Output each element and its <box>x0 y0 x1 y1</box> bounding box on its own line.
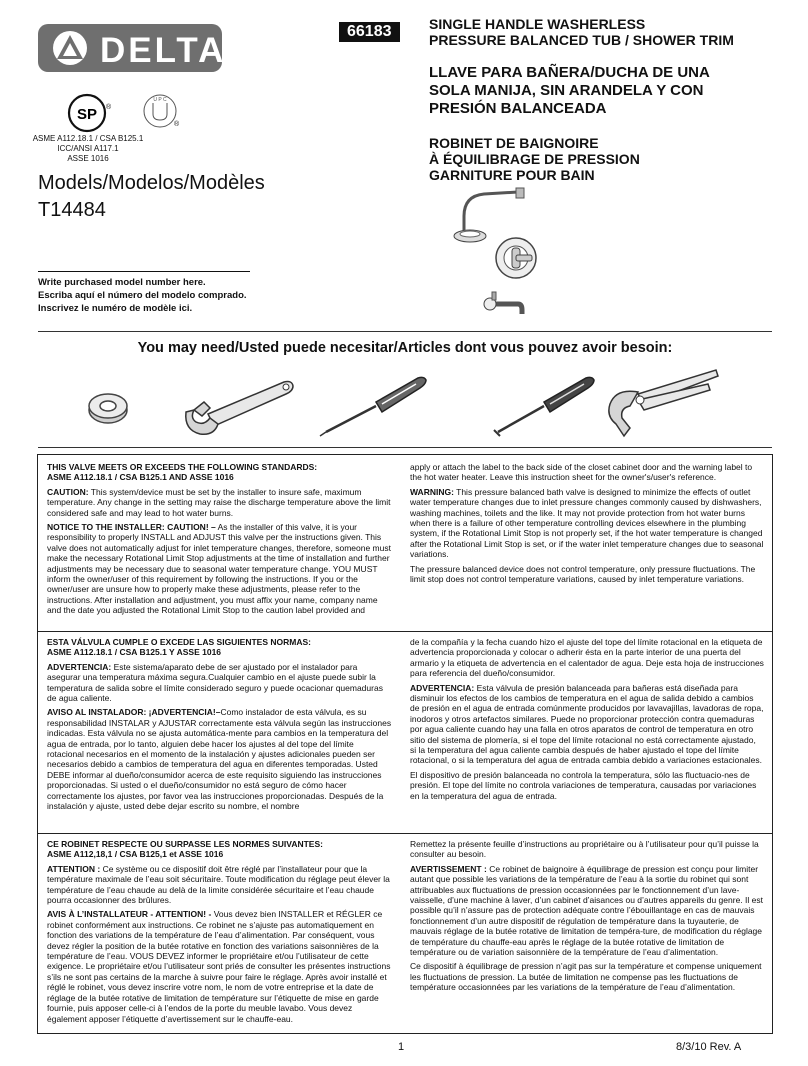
notice-text: As the installer of this valve, it is your responsibility to properly INSTALL and ADJUST this valve per the instructions given. This valve does not automatically adjust for inlet temperature changes, therefore, someone must make the necessary Rotational Limit Stop adjustments at the time of installation and further adjustments may be necessary due to seasonal water temperature change. YOU MUST inform the owner/user of this requirement by following the instructions. If you or the owner/user are unsure how to properly make these adjustments, please refer to the instructions. After installation and adjustment, you must affix your name, company name and the date you adjusted the Rotational Limit Stop to the caution label provided and <box>47 522 391 616</box>
caution-text: This system/device must be set by the installer to insure safe, maximum temperature. Any change in the setting may raise the discharge temperature above the limit considered safe and may lead to hot water burns. <box>47 486 391 518</box>
advertencia-label: ADVERTENCIA: <box>47 661 112 672</box>
english-pressure-note: The pressure balanced device does not control temperature, only pressure fluctuations. The limit stop does not control temperature variations, caused by inlet temperature variations. <box>410 563 756 585</box>
title-english <box>429 16 789 48</box>
spanish-advertencia-2 <box>410 683 764 766</box>
title-spanish <box>429 64 789 118</box>
tools-rule <box>38 447 772 448</box>
title-line: GARNITURE POUR BAIN <box>429 167 595 183</box>
spanish-aviso <box>47 707 392 811</box>
french-heading: CE ROBINET RESPECTE OU SURPASSE LES NORMES SUIVANTES: <box>47 839 323 849</box>
registered-mark: ® <box>106 104 112 111</box>
write-line: Write purchased model number here. <box>38 277 206 288</box>
french-pressure-note: Ce dispositif à équilibrage de pression n’agit pas sur la température et compense uniquement les fluctuations de pression. La butée de limitation ne compense pas les fluctuations de température occasionnées par les variations de la température de l’eau d’alimentation. <box>410 961 762 993</box>
adjustable-wrench-icon <box>180 372 298 438</box>
notice-label: NOTICE TO THE INSTALLER: CAUTION! – <box>47 522 216 533</box>
washer-icon <box>86 388 130 426</box>
advertencia-2-text: Esta válvula de presión balanceada para bañeras está diseñada para disminuir los efectos de los cambios de temperatura en el agua de salida debido a cambios de presión en el agua de entrada comúnmente producidos por lavavajillas, lavadoras de ropa, inodoros y otros artefactos similares. Puede no proporcionar protección contra quemaduras por agua caliente cuando hay una falla en otros aparatos de control de temperatura en otro sitio del sistema de plomería, si el tope del límite rotacional no está correctamente ajustado, si la temperatura del agua caliente cambia después de haber ajustado el tope del límite rotacional, o si la temperatura del agua de entrada cambia debido a variaciones estacionales. <box>410 682 764 766</box>
spanish-label-instructions: de la compañía y la fecha cuando hizo el ajuste del tope del límite rotacional en la etiqueta de advertencia proporcionada y colocar o adherir ésta en la parte interior de una puerta del armario y la etiqueta de advertencia en el calentador de agua. Deje esta hoja de instrucciones para referencia del dueño/consumidor. <box>410 637 764 679</box>
csa-mark-text: SP <box>76 106 98 123</box>
english-right-column <box>410 462 764 588</box>
section-rule <box>38 331 772 332</box>
title-line: SINGLE HANDLE WASHERLESS <box>429 16 646 32</box>
phillips-screwdriver-icon <box>316 372 428 438</box>
page-number: 1 <box>398 1041 405 1053</box>
title-line: À ÉQUILIBRAGE DE PRESSION <box>429 151 640 167</box>
aviso-label: AVISO AL INSTALADOR: ¡ADVERTENCIA!– <box>47 707 221 718</box>
model-code: T14484 <box>38 199 106 221</box>
advertencia-text: Este sistema/aparato debe de ser ajustado por el instalador para asegurar una temperatura máxima segura.Cualquier cambio en el ajuste puede subir la temperatura de salida sobre el límite considerado seguro y puede ocacionar quemaduras de agua caliente. <box>47 661 383 704</box>
model-number-line <box>38 271 250 272</box>
standard-line: ASME A112.18.1 / CSA B125.1 <box>32 134 144 143</box>
spanish-pressure-note: El dispositivo de presión balanceada no controla la temperatura, sólo las fluctuacio-nes de presión. El tope del límite no controla variaciones de temperatura, causadas por variaciones en la temperatura del agua de entrada. <box>410 769 757 801</box>
avis-label: AVIS À L’INSTALLATEUR - ATTENTION! - <box>47 909 212 920</box>
french-label-instructions: Remettez la présente feuille d’instructions au propriétaire ou à l’utilisateur pour qu’il puisse la consulter au besoin. <box>410 839 759 860</box>
french-avertissement <box>410 864 764 958</box>
aviso-text: Como instalador de esta válvula, es su responsabilidad INSTALAR y AJUSTAR correctamente esta válvula según las instrucciones indicadas. Esta válvula no se ajusta automática-mente para cambios en la temperatura del agua de entrada, por lo tanto, alguien debe hacer los ajustes al del tope del límite rotacional necesarios en el momento de la instalación y ajustes adicionales pueden ser necesarios debido a cambios de temperatura del agua en diferentes temporadas. Usted DEBE informar al dueño/consumidor acerca de este requisito siguiendo las instrucciones proporcionadas. Si usted o el dueño/consumidor no está seguro de cómo hacer correctamente los ajustes, por favor vea las instrucciones proporcionadas. Después de la instalación y ajuste, usted debe dejar escrito su nombre, el nombre <box>47 707 392 812</box>
spanish-heading: ESTA VÁLVULA CUMPLE O EXCEDE LAS SIGUIENTES NORMAS: <box>47 637 311 647</box>
french-avis <box>47 909 392 1023</box>
english-heading: THIS VALVE MEETS OR EXCEEDS THE FOLLOWING STANDARDS: <box>47 462 318 472</box>
title-line: SOLA MANIJA, SIN ARANDELA Y CON <box>429 82 704 99</box>
registered-mark-upc: ® <box>174 121 180 128</box>
model-number-badge: 66183 <box>339 22 400 42</box>
title-line: ROBINET DE BAIGNOIRE <box>429 135 599 151</box>
avertissement-text: Ce robinet de baignoire à équilibrage de pression est conçu pour limiter autant que possible les variations de la température de l’eau à la sortie du robinet qui sont attribuables aux fluctuations de pression occasionnées par le fonctionnement d’un lave-vaisselle, d’une machine à laver, d’un cabinet d’aisances ou d’autres appareils du genre. Il est possible qu’il n’assure pas de protection adéquate contre l’ébouillantage en cas de mauvais fonctionnement d’un autre dispositif de régulation de température dans la tuyauterie, de mauvais réglage de la butée rotative de limitation de tempéra-ture, de modification du réglage de température du chauffe-eau après le réglage de la butée rotative de limitation de température ou de variation saisonnière de la température de l’eau d’alimentation. <box>410 863 763 958</box>
title-line: LLAVE PARA BAÑERA/DUCHA DE UNA <box>429 64 710 81</box>
write-line: Escriba aquí el número del modelo comprado. <box>38 290 247 301</box>
english-warning <box>410 487 764 560</box>
spanish-left-column <box>47 637 392 816</box>
title-line: PRESIÓN BALANCEADA <box>429 100 607 117</box>
section-divider <box>38 631 772 632</box>
spanish-right-column <box>410 637 764 805</box>
shower-trim-illustration <box>452 186 562 336</box>
english-left-column <box>47 462 392 620</box>
title-line: PRESSURE BALANCED TUB / SHOWER TRIM <box>429 32 734 48</box>
delta-logo <box>38 24 227 72</box>
title-french <box>429 135 789 183</box>
standard-line: ASSE 1016 <box>67 154 109 163</box>
standards-list <box>32 134 144 164</box>
attention-label: ATTENTION : <box>47 863 101 874</box>
avertissement-label: AVERTISSEMENT : <box>410 863 487 874</box>
flathead-screwdriver-icon <box>488 372 600 438</box>
french-right-column <box>410 839 764 997</box>
spanish-advertencia <box>47 662 392 704</box>
upc-mark-text: U P C <box>153 97 167 103</box>
french-attention <box>47 864 392 906</box>
warning-text: This pressure balanced bath valve is designed to minimize the effects of outlet water temperature changes due to inlet pressure changes commonly caused by dishwashers, washing machines, toilets and the like. It may not provide protection from hot water burns when there is a failure of other temperature controlling devices elsewhere in the plumbing system, if the Rotational Limit Stop is not properly set, if the hot water temperature is changed after the Rotational Limit Stop is set, or if the water inlet temperature changes due to seasonal variations. <box>410 486 764 560</box>
csa-mark-icon <box>67 93 107 133</box>
avis-text: Vous devez bien INSTALLER et RÉGLER ce robinet conformément aux instructions. Ce robinet ne s’ajuste pas automatiquement en fonction des variations de la température de l’eau d’alimentation. Par conséquent, vous devez régler la position de la butée rotative en fonction des variations saisonnières de la température de l’eau. VOUS DEVEZ informer le propriétaire et/ou l’utilisateur de cette exigence. Le propriétaire et/ou l’utilisateur sont priés de consulter les présentes instructions s’ils ne sont pas certains de la marche à suivre pour faire le réglage. Après avoir installé et réglé le robinet, vous devez inscrire votre nom, le nom de votre entreprise et la date de réglage de la butée rotative de limitation de température sur l’étiquette de mise en garde fournie, puis apposer celle-ci à l’endos de la porte du meuble lavabo. Vous devez également apposer l’étiquette d’avertissement sur le chauffe-eau. <box>47 909 391 1024</box>
models-label: Models/Modelos/Modèles <box>38 172 265 194</box>
french-heading-standards: ASME A112,18,1 / CSA B125,1 et ASSE 1016 <box>47 849 224 860</box>
english-label-instructions: apply or attach the label to the back side of the closet cabinet door and the warning label to the hot water heater. Leave this instruction sheet for the owner's/user's reference. <box>410 462 753 483</box>
revision-date: 8/3/10 Rev. A <box>676 1041 742 1053</box>
pliers-icon <box>604 366 722 442</box>
caution-label: CAUTION: <box>47 486 89 497</box>
write-model-instructions <box>38 276 247 315</box>
delta-triangle-icon <box>46 30 94 66</box>
english-notice <box>47 522 392 616</box>
attention-text: Ce système ou ce dispositif doit être réglé par l’installateur pour que la température maximale de l’eau soit sécuritaire. Toute modification du réglage peut élever la température de l’eau chaude au delà de la limite considérée sécuritaire et l’eau chaude pourra occasionner des brûlures. <box>47 863 390 906</box>
standard-line: ICC/ANSI A117.1 <box>57 144 119 153</box>
write-line: Inscrivez le numéro de modèle ici. <box>38 303 193 314</box>
advertencia-2-label: ADVERTENCIA: <box>410 682 475 693</box>
warning-label: WARNING: <box>410 486 454 497</box>
brand-name: DELTA <box>100 31 227 70</box>
section-divider <box>38 833 772 834</box>
english-caution <box>47 487 392 518</box>
spanish-heading-standards: ASME A112.18.1 / CSA B125.1 Y ASSE 1016 <box>47 647 222 658</box>
french-left-column <box>47 839 392 1028</box>
english-heading-standards: ASME A112.18.1 / CSA B125.1 AND ASSE 1016 <box>47 472 234 483</box>
you-may-need-heading: You may need/Usted puede necesitar/Articles dont vous pouvez avoir besoin: <box>137 340 673 356</box>
upc-mark-icon <box>142 93 178 129</box>
